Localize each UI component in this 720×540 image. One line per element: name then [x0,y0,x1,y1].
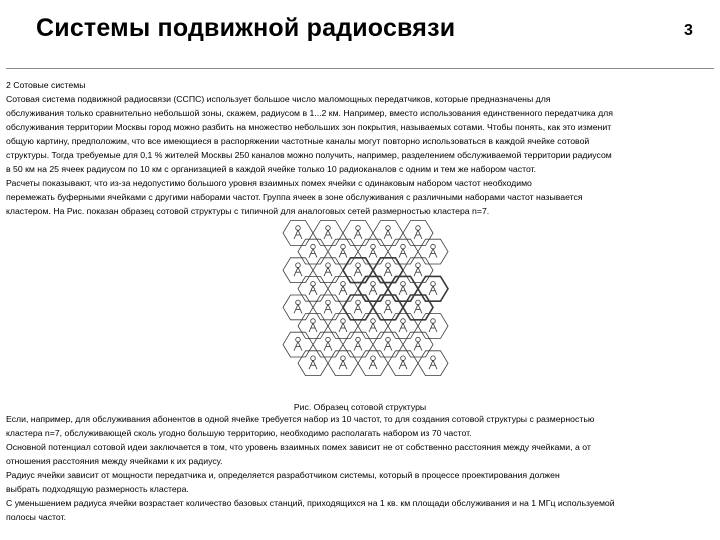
hex-cell [283,258,313,283]
hex-cell [328,276,358,301]
hex-cell [418,276,448,301]
antenna-icon [339,282,347,295]
antenna-icon [429,356,437,369]
hex-cell [313,221,343,246]
antenna-icon [369,244,377,257]
hex-cell [283,295,313,320]
hex-cell [298,314,328,339]
antenna-icon [414,300,422,313]
text-line: кластера n=7, обслуживающей сколь угодно большую территорию, необходимо располагать набором из 70 частот. [6,428,472,438]
antenna-icon [339,319,347,332]
hex-cell [283,221,313,246]
section-heading: 2 Сотовые системы [6,80,86,90]
antenna-icon [339,244,347,257]
antenna-icon [354,300,362,313]
hex-cell [373,221,403,246]
text-line: Основной потенциал сотовой идеи заключается в том, что уровень взаимных помех зависит не от собственно расстояния между ячейками, а от [6,442,591,452]
hex-cell [418,314,448,339]
antenna-icon [324,263,332,276]
antenna-icon [414,226,422,239]
hex-cell [328,314,358,339]
text-line: обслуживания территории Москвы город можно разбить на множество небольших зон покрытия, называемых сотами. Чтобы понять, как это изменит [6,122,612,132]
antenna-icon [294,226,302,239]
antenna-icon [294,263,302,276]
text-line: кластером. На Рис. показан образец сотовой структуры с типичной для аналоговых сетей размерностью кластера n=7. [6,206,490,216]
hex-cell [358,314,388,339]
hex-cell [388,351,418,376]
hex-cell [388,314,418,339]
figure-caption: Рис. Образец сотовой структуры [293,402,427,412]
hex-cell [388,276,418,301]
text-line: общую картину, предположим, что все имеющиеся в распоряжении частотные каналы могут повторно использоваться в каждой ячейке сотовой [6,136,590,146]
hex-cell [313,332,343,357]
hex-cell [418,239,448,264]
text-line: Если, например, для обслуживания абонентов в одной ячейке требуется набор из 10 частот, то для создания сотовой структуры с размерностью [6,414,595,424]
text-line: полосы частот. [6,512,66,522]
antenna-icon [309,319,317,332]
text-line: Сотовая система подвижной радиосвязи (ССПС) использует большое число маломощных передатчиков, которые предназначены для [6,94,551,104]
page-number: 3 [684,22,693,39]
antenna-icon [369,356,377,369]
antenna-icon [324,226,332,239]
hex-grid [283,221,448,376]
antenna-icon [429,282,437,295]
antenna-icon [339,356,347,369]
antenna-icon [369,319,377,332]
hex-cell [298,351,328,376]
text-line: отношения расстояния между ячейками к их радиусу. [6,456,223,466]
antenna-icon [399,244,407,257]
page-title: Системы подвижной радиосвязи [36,14,456,42]
text-line: перемежать буферными ячейками с другими наборами частот. Группа ячеек в зоне обслуживания с различными наборами частот называется [6,192,583,202]
antenna-icon [384,337,392,350]
hex-cell [358,276,388,301]
antenna-icon [369,282,377,295]
hex-cell [328,351,358,376]
hex-cell [373,295,403,320]
hex-cell [403,332,433,357]
antenna-icon [354,337,362,350]
hex-cell [343,332,373,357]
text-line: структуры. Тогда требуемые для 0,1 % жителей Москвы 250 каналов можно получить, например, разделением обслуживаемой территории радиусом [6,150,612,160]
hex-cell [358,239,388,264]
text-line: обслуживания только сравнительно небольшой зоны, скажем, радиусом в 1...2 км. Например, вместо использования единственного передатчика для [6,108,613,118]
hex-cell [313,295,343,320]
antenna-icon [294,300,302,313]
hex-cell [343,221,373,246]
antenna-icon [399,356,407,369]
antenna-icon [354,263,362,276]
hex-cell [343,258,373,283]
antenna-icon [384,300,392,313]
antenna-icon [354,226,362,239]
hex-cell [298,239,328,264]
text-line: в 50 км на 25 ячеек радиусом по 10 км с организацией в каждой ячейке только 10 радиоканалов с одним и тем же набором частот. [6,164,537,174]
hex-cell [403,221,433,246]
hex-cell [358,351,388,376]
antenna-icon [414,263,422,276]
antenna-icon [429,319,437,332]
antenna-icon [429,244,437,257]
text-line: Радиус ячейки зависит от мощности передатчика и, определяется разработчиком системы, который в процессе проектирования должен [6,470,560,480]
hex-cell [388,239,418,264]
antenna-icon [324,337,332,350]
hex-cell [403,258,433,283]
antenna-icon [384,226,392,239]
antenna-icon [309,244,317,257]
hex-cell [313,258,343,283]
antenna-icon [384,263,392,276]
antenna-icon [294,337,302,350]
antenna-icon [309,356,317,369]
hex-cell [343,295,373,320]
antenna-icon [399,282,407,295]
hex-cell [373,332,403,357]
hex-cell [418,351,448,376]
hex-cell [373,258,403,283]
hex-cell [403,295,433,320]
hex-cell [298,276,328,301]
hex-cell [328,239,358,264]
text-line: выбрать подходящую размерность кластера. [6,484,189,494]
antenna-icon [309,282,317,295]
antenna-icon [399,319,407,332]
hex-cell [283,332,313,357]
text-line: Расчеты показывают, что из-за недопустимо большого уровня взаимных помех ячейки с одинаковым набором частот необходимо [6,178,532,188]
antenna-icon [414,337,422,350]
text-line: С уменьшением радиуса ячейки возрастает количество базовых станций, приходящихся на 1 кв. км площади обслуживания и на 1 МГц используемой [6,498,615,508]
antenna-icon [324,300,332,313]
